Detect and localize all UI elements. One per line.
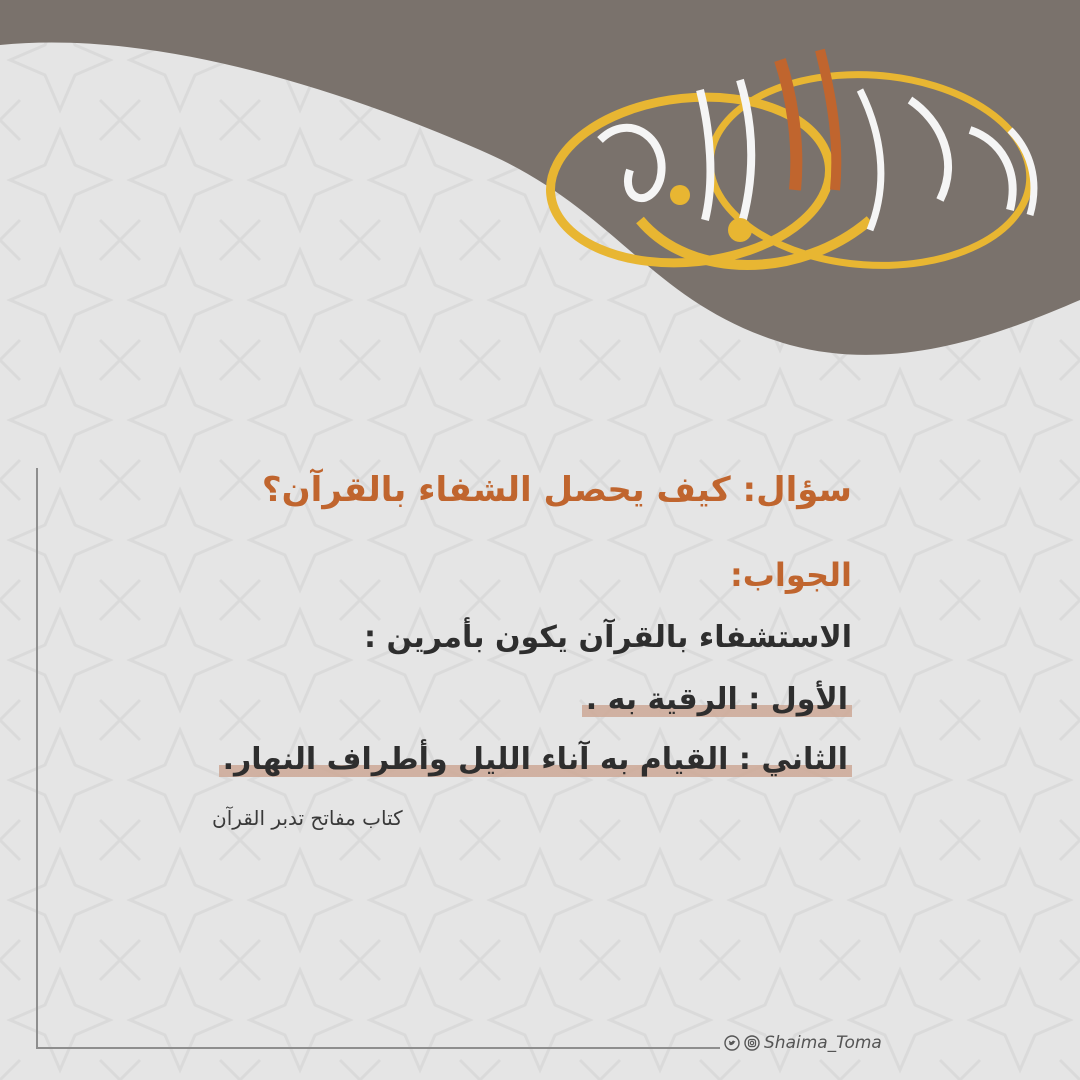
frame-left-line (36, 468, 38, 1048)
source-citation: كتاب مفاتح تدبر القرآن (212, 806, 403, 830)
answer-line-first-text: الأول : الرقية به . (582, 682, 852, 717)
social-handle[interactable] (724, 1033, 882, 1053)
frame-bottom-line (36, 1047, 720, 1049)
handle-text: Shaima_Toma (764, 1033, 882, 1053)
answer-line-second-text: الثاني : القيام به آناء الليل وأطراف النهار. (219, 742, 852, 777)
answer-line-first (582, 682, 852, 717)
answer-line-intro: الاستشفاء بالقرآن يكون بأمرين : (364, 620, 852, 655)
answer-label: الجواب: (729, 556, 852, 594)
question-title: سؤال: كيف يحصل الشفاء بالقرآن؟ (261, 470, 852, 510)
calligraphy-logo (540, 20, 1060, 280)
twitter-icon (724, 1035, 740, 1051)
instagram-icon (744, 1035, 760, 1051)
answer-line-second (219, 742, 852, 777)
